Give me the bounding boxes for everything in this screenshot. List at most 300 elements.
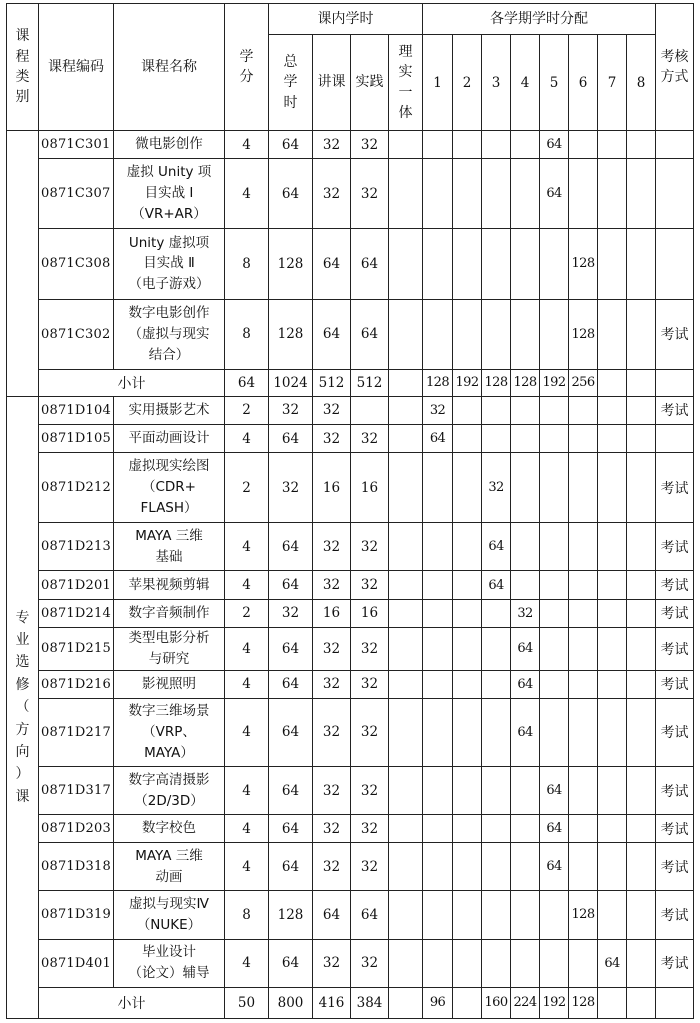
- course-name: 虚拟 Unity 项 目实战 Ⅰ （VR+AR）: [114, 159, 225, 229]
- exam-method: 考试: [656, 523, 694, 571]
- semester-5-hours: [540, 670, 569, 698]
- semester-4-hours: 64: [511, 698, 540, 766]
- semester-5-hours: 64: [540, 766, 569, 814]
- subtotal-lecture-hours: 416: [313, 987, 351, 1018]
- subtotal-credit: 64: [225, 369, 269, 396]
- subtotal-semester-5: 192: [540, 369, 569, 396]
- subtotal-semester-5: 192: [540, 987, 569, 1018]
- semester-6-hours: [569, 670, 598, 698]
- semester-6-hours: 128: [569, 229, 598, 299]
- semester-4-hours: [511, 939, 540, 987]
- semester-5-hours: 64: [540, 843, 569, 891]
- semester-1-hours: 32: [423, 396, 453, 424]
- semester-3-hours: [482, 891, 511, 939]
- header-semester-6: 6: [569, 35, 598, 131]
- header-total-hours: 总 学 时: [269, 35, 313, 131]
- semester-1-hours: [423, 453, 453, 523]
- header-semester-distribution: 各学期学时分配: [423, 4, 656, 35]
- semester-3-hours: [482, 627, 511, 670]
- course-total-hours: 64: [269, 843, 313, 891]
- course-lecture-hours: 32: [313, 571, 351, 599]
- course-practice-hours: 16: [351, 599, 389, 627]
- table-row: [7, 843, 694, 891]
- course-name: 数字音频制作: [114, 599, 225, 627]
- course-credit: 2: [225, 396, 269, 424]
- semester-4-hours: [511, 766, 540, 814]
- semester-8-hours: [627, 396, 656, 424]
- semester-3-hours: [482, 299, 511, 369]
- table-row: [7, 453, 694, 523]
- table-row: [7, 627, 694, 670]
- semester-6-hours: [569, 939, 598, 987]
- subtotal-label: 小计: [39, 987, 225, 1018]
- semester-1-hours: [423, 131, 453, 159]
- semester-8-hours: [627, 815, 656, 843]
- semester-3-hours: 32: [482, 453, 511, 523]
- course-code: 0871D201: [39, 571, 114, 599]
- course-lecture-hours: 32: [313, 131, 351, 159]
- subtotal-row: [7, 987, 694, 1018]
- course-code: 0871D104: [39, 396, 114, 424]
- semester-6-hours: [569, 627, 598, 670]
- exam-method: [656, 131, 694, 159]
- header-credit: 学 分: [225, 4, 269, 131]
- semester-5-hours: [540, 424, 569, 452]
- course-integrated-hours: [389, 698, 423, 766]
- header-category: 课 程 类 别: [7, 4, 39, 131]
- semester-2-hours: [453, 698, 482, 766]
- subtotal-label: 小计: [39, 369, 225, 396]
- semester-4-hours: [511, 453, 540, 523]
- subtotal-practice-hours: 512: [351, 369, 389, 396]
- semester-8-hours: [627, 670, 656, 698]
- semester-7-hours: [598, 571, 627, 599]
- course-integrated-hours: [389, 424, 423, 452]
- course-name: 数字校色: [114, 815, 225, 843]
- course-lecture-hours: 32: [313, 698, 351, 766]
- course-credit: 4: [225, 815, 269, 843]
- category-cell-blank: [7, 131, 39, 397]
- semester-3-hours: [482, 766, 511, 814]
- course-code: 0871D319: [39, 891, 114, 939]
- table-row: [7, 159, 694, 229]
- course-practice-hours: 32: [351, 843, 389, 891]
- course-integrated-hours: [389, 299, 423, 369]
- course-lecture-hours: 32: [313, 815, 351, 843]
- exam-method: 考试: [656, 299, 694, 369]
- course-credit: 4: [225, 698, 269, 766]
- course-integrated-hours: [389, 766, 423, 814]
- course-lecture-hours: 32: [313, 843, 351, 891]
- course-name: 影视照明: [114, 670, 225, 698]
- exam-method: 考试: [656, 453, 694, 523]
- semester-8-hours: [627, 766, 656, 814]
- semester-7-hours: [598, 698, 627, 766]
- course-name: MAYA 三维 基础: [114, 523, 225, 571]
- semester-1-hours: 64: [423, 424, 453, 452]
- subtotal-semester-2: [453, 987, 482, 1018]
- semester-6-hours: [569, 424, 598, 452]
- semester-3-hours: [482, 424, 511, 452]
- subtotal-semester-2: 192: [453, 369, 482, 396]
- table-row: [7, 698, 694, 766]
- semester-3-hours: [482, 698, 511, 766]
- semester-7-hours: [598, 670, 627, 698]
- semester-8-hours: [627, 599, 656, 627]
- course-name: 数字高清摄影 （2D/3D）: [114, 766, 225, 814]
- semester-7-hours: [598, 453, 627, 523]
- table-row: [7, 424, 694, 452]
- course-total-hours: 64: [269, 766, 313, 814]
- semester-5-hours: [540, 571, 569, 599]
- course-name: 苹果视频剪辑: [114, 571, 225, 599]
- header-semester-7: 7: [598, 35, 627, 131]
- course-total-hours: 64: [269, 571, 313, 599]
- semester-6-hours: 128: [569, 299, 598, 369]
- semester-1-hours: [423, 815, 453, 843]
- exam-method: 考试: [656, 599, 694, 627]
- subtotal-integrated-hours: [389, 369, 423, 396]
- course-code: 0871C308: [39, 229, 114, 299]
- semester-7-hours: [598, 766, 627, 814]
- exam-method: [656, 424, 694, 452]
- semester-6-hours: [569, 523, 598, 571]
- semester-2-hours: [453, 424, 482, 452]
- course-name: 数字三维场景 （VRP、 MAYA）: [114, 698, 225, 766]
- exam-method: 考试: [656, 891, 694, 939]
- subtotal-lecture-hours: 512: [313, 369, 351, 396]
- semester-2-hours: [453, 843, 482, 891]
- course-practice-hours: 32: [351, 670, 389, 698]
- course-name: 平面动画设计: [114, 424, 225, 452]
- course-code: 0871D215: [39, 627, 114, 670]
- header-lecture: 讲课: [313, 35, 351, 131]
- semester-4-hours: [511, 424, 540, 452]
- semester-5-hours: [540, 698, 569, 766]
- semester-2-hours: [453, 939, 482, 987]
- semester-3-hours: 64: [482, 571, 511, 599]
- semester-4-hours: 64: [511, 627, 540, 670]
- table-row: [7, 815, 694, 843]
- course-code: 0871D214: [39, 599, 114, 627]
- semester-2-hours: [453, 571, 482, 599]
- semester-2-hours: [453, 131, 482, 159]
- subtotal-row: [7, 369, 694, 396]
- semester-5-hours: 64: [540, 159, 569, 229]
- subtotal-semester-8: [627, 369, 656, 396]
- course-credit: 8: [225, 891, 269, 939]
- semester-1-hours: [423, 670, 453, 698]
- course-total-hours: 64: [269, 670, 313, 698]
- semester-7-hours: [598, 396, 627, 424]
- semester-1-hours: [423, 766, 453, 814]
- course-total-hours: 32: [269, 599, 313, 627]
- course-name: 数字电影创作 （虚拟与现实 结合）: [114, 299, 225, 369]
- course-code: 0871C307: [39, 159, 114, 229]
- course-practice-hours: 32: [351, 815, 389, 843]
- course-total-hours: 128: [269, 229, 313, 299]
- subtotal-semester-6: 128: [569, 987, 598, 1018]
- course-lecture-hours: 64: [313, 891, 351, 939]
- course-lecture-hours: 16: [313, 453, 351, 523]
- semester-2-hours: [453, 229, 482, 299]
- subtotal-semester-4: 224: [511, 987, 540, 1018]
- course-practice-hours: 32: [351, 523, 389, 571]
- semester-5-hours: 64: [540, 131, 569, 159]
- table-row: [7, 229, 694, 299]
- semester-2-hours: [453, 627, 482, 670]
- semester-6-hours: [569, 599, 598, 627]
- semester-2-hours: [453, 670, 482, 698]
- semester-8-hours: [627, 453, 656, 523]
- subtotal-practice-hours: 384: [351, 987, 389, 1018]
- semester-4-hours: [511, 571, 540, 599]
- course-integrated-hours: [389, 396, 423, 424]
- semester-4-hours: [511, 396, 540, 424]
- course-lecture-hours: 32: [313, 939, 351, 987]
- subtotal-semester-7: [598, 369, 627, 396]
- course-total-hours: 64: [269, 131, 313, 159]
- course-total-hours: 128: [269, 299, 313, 369]
- semester-6-hours: [569, 159, 598, 229]
- semester-3-hours: [482, 815, 511, 843]
- semester-6-hours: [569, 815, 598, 843]
- course-integrated-hours: [389, 815, 423, 843]
- table-row: [7, 939, 694, 987]
- course-integrated-hours: [389, 891, 423, 939]
- course-credit: 4: [225, 939, 269, 987]
- exam-method: 考试: [656, 670, 694, 698]
- semester-3-hours: 64: [482, 523, 511, 571]
- subtotal-semester-7: [598, 987, 627, 1018]
- semester-3-hours: [482, 939, 511, 987]
- course-credit: 4: [225, 627, 269, 670]
- semester-4-hours: [511, 843, 540, 891]
- header-name: 课程名称: [114, 4, 225, 131]
- course-practice-hours: 32: [351, 698, 389, 766]
- semester-8-hours: [627, 523, 656, 571]
- semester-2-hours: [453, 453, 482, 523]
- semester-8-hours: [627, 299, 656, 369]
- semester-2-hours: [453, 299, 482, 369]
- semester-1-hours: [423, 229, 453, 299]
- course-code: 0871C302: [39, 299, 114, 369]
- table-body: [7, 131, 694, 1019]
- course-code: 0871D217: [39, 698, 114, 766]
- course-name: 实用摄影艺术: [114, 396, 225, 424]
- semester-8-hours: [627, 891, 656, 939]
- course-practice-hours: 32: [351, 131, 389, 159]
- semester-5-hours: [540, 299, 569, 369]
- semester-8-hours: [627, 939, 656, 987]
- subtotal-total-hours: 800: [269, 987, 313, 1018]
- exam-method: [656, 229, 694, 299]
- course-credit: 4: [225, 159, 269, 229]
- semester-1-hours: [423, 891, 453, 939]
- exam-method: 考试: [656, 396, 694, 424]
- course-practice-hours: 64: [351, 891, 389, 939]
- table-row: [7, 891, 694, 939]
- semester-5-hours: 64: [540, 815, 569, 843]
- table-row: [7, 599, 694, 627]
- semester-7-hours: [598, 627, 627, 670]
- semester-2-hours: [453, 766, 482, 814]
- subtotal-semester-8: [627, 987, 656, 1018]
- subtotal-exam: [656, 987, 694, 1018]
- table-row: [7, 670, 694, 698]
- course-lecture-hours: 32: [313, 159, 351, 229]
- course-total-hours: 64: [269, 627, 313, 670]
- header-semester-5: 5: [540, 35, 569, 131]
- course-code: 0871D318: [39, 843, 114, 891]
- course-total-hours: 64: [269, 523, 313, 571]
- header-semester-2: 2: [453, 35, 482, 131]
- course-credit: 2: [225, 599, 269, 627]
- course-integrated-hours: [389, 159, 423, 229]
- course-code: 0871C301: [39, 131, 114, 159]
- semester-5-hours: [540, 891, 569, 939]
- semester-6-hours: [569, 131, 598, 159]
- semester-3-hours: [482, 843, 511, 891]
- semester-2-hours: [453, 599, 482, 627]
- semester-8-hours: [627, 571, 656, 599]
- semester-7-hours: [598, 815, 627, 843]
- semester-5-hours: [540, 229, 569, 299]
- course-code: 0871D401: [39, 939, 114, 987]
- semester-2-hours: [453, 396, 482, 424]
- semester-6-hours: [569, 571, 598, 599]
- course-integrated-hours: [389, 939, 423, 987]
- category-elective: 专 业 选 修 （ 方 向 ） 课: [7, 396, 39, 1018]
- semester-6-hours: [569, 698, 598, 766]
- subtotal-semester-3: 128: [482, 369, 511, 396]
- course-practice-hours: 32: [351, 159, 389, 229]
- course-lecture-hours: 32: [313, 627, 351, 670]
- semester-1-hours: [423, 159, 453, 229]
- course-code: 0871D203: [39, 815, 114, 843]
- semester-3-hours: [482, 131, 511, 159]
- header-practice: 实践: [351, 35, 389, 131]
- semester-5-hours: [540, 627, 569, 670]
- course-integrated-hours: [389, 523, 423, 571]
- subtotal-exam: [656, 369, 694, 396]
- course-practice-hours: [351, 396, 389, 424]
- course-lecture-hours: 64: [313, 229, 351, 299]
- course-lecture-hours: 32: [313, 766, 351, 814]
- table-row: [7, 396, 694, 424]
- subtotal-semester-6: 256: [569, 369, 598, 396]
- course-integrated-hours: [389, 131, 423, 159]
- header-integrated: 理 实 一 体: [389, 35, 423, 131]
- semester-7-hours: [598, 229, 627, 299]
- semester-6-hours: [569, 453, 598, 523]
- course-total-hours: 32: [269, 453, 313, 523]
- semester-6-hours: [569, 766, 598, 814]
- semester-7-hours: [598, 599, 627, 627]
- course-integrated-hours: [389, 670, 423, 698]
- semester-5-hours: [540, 939, 569, 987]
- semester-2-hours: [453, 815, 482, 843]
- semester-5-hours: [540, 396, 569, 424]
- semester-2-hours: [453, 159, 482, 229]
- semester-5-hours: [540, 453, 569, 523]
- header-semester-1: 1: [423, 35, 453, 131]
- course-total-hours: 64: [269, 159, 313, 229]
- semester-6-hours: 128: [569, 891, 598, 939]
- semester-2-hours: [453, 523, 482, 571]
- course-lecture-hours: 64: [313, 299, 351, 369]
- table-row: [7, 299, 694, 369]
- semester-4-hours: [511, 159, 540, 229]
- semester-3-hours: [482, 159, 511, 229]
- exam-method: 考试: [656, 698, 694, 766]
- exam-method: 考试: [656, 815, 694, 843]
- course-credit: 4: [225, 571, 269, 599]
- course-practice-hours: 64: [351, 229, 389, 299]
- course-lecture-hours: 32: [313, 523, 351, 571]
- semester-2-hours: [453, 891, 482, 939]
- course-schedule-table: [6, 3, 694, 1019]
- subtotal-semester-4: 128: [511, 369, 540, 396]
- semester-8-hours: [627, 131, 656, 159]
- semester-4-hours: [511, 891, 540, 939]
- course-total-hours: 64: [269, 424, 313, 452]
- course-practice-hours: 64: [351, 299, 389, 369]
- semester-8-hours: [627, 229, 656, 299]
- semester-5-hours: [540, 523, 569, 571]
- course-credit: 4: [225, 523, 269, 571]
- semester-1-hours: [423, 599, 453, 627]
- course-total-hours: 64: [269, 698, 313, 766]
- semester-3-hours: [482, 599, 511, 627]
- semester-7-hours: [598, 131, 627, 159]
- semester-8-hours: [627, 159, 656, 229]
- table-row: [7, 766, 694, 814]
- course-credit: 4: [225, 843, 269, 891]
- course-integrated-hours: [389, 571, 423, 599]
- course-name: 毕业设计 （论文）辅导: [114, 939, 225, 987]
- semester-1-hours: [423, 939, 453, 987]
- course-code: 0871D216: [39, 670, 114, 698]
- course-total-hours: 64: [269, 815, 313, 843]
- semester-4-hours: 32: [511, 599, 540, 627]
- course-name: Unity 虚拟项 目实战 Ⅱ （电子游戏）: [114, 229, 225, 299]
- semester-1-hours: [423, 698, 453, 766]
- semester-3-hours: [482, 670, 511, 698]
- course-credit: 4: [225, 766, 269, 814]
- semester-6-hours: [569, 396, 598, 424]
- subtotal-semester-3: 160: [482, 987, 511, 1018]
- course-lecture-hours: 32: [313, 424, 351, 452]
- exam-method: [656, 159, 694, 229]
- semester-7-hours: [598, 299, 627, 369]
- course-credit: 8: [225, 299, 269, 369]
- course-total-hours: 32: [269, 396, 313, 424]
- header-semester-3: 3: [482, 35, 511, 131]
- semester-1-hours: [423, 843, 453, 891]
- semester-7-hours: 64: [598, 939, 627, 987]
- semester-4-hours: [511, 523, 540, 571]
- exam-method: 考试: [656, 843, 694, 891]
- semester-7-hours: [598, 523, 627, 571]
- course-credit: 4: [225, 424, 269, 452]
- course-lecture-hours: 32: [313, 396, 351, 424]
- course-practice-hours: 32: [351, 939, 389, 987]
- exam-method: 考试: [656, 627, 694, 670]
- course-name: 虚拟现实绘图 （CDR+ FLASH）: [114, 453, 225, 523]
- course-code: 0871D105: [39, 424, 114, 452]
- semester-8-hours: [627, 627, 656, 670]
